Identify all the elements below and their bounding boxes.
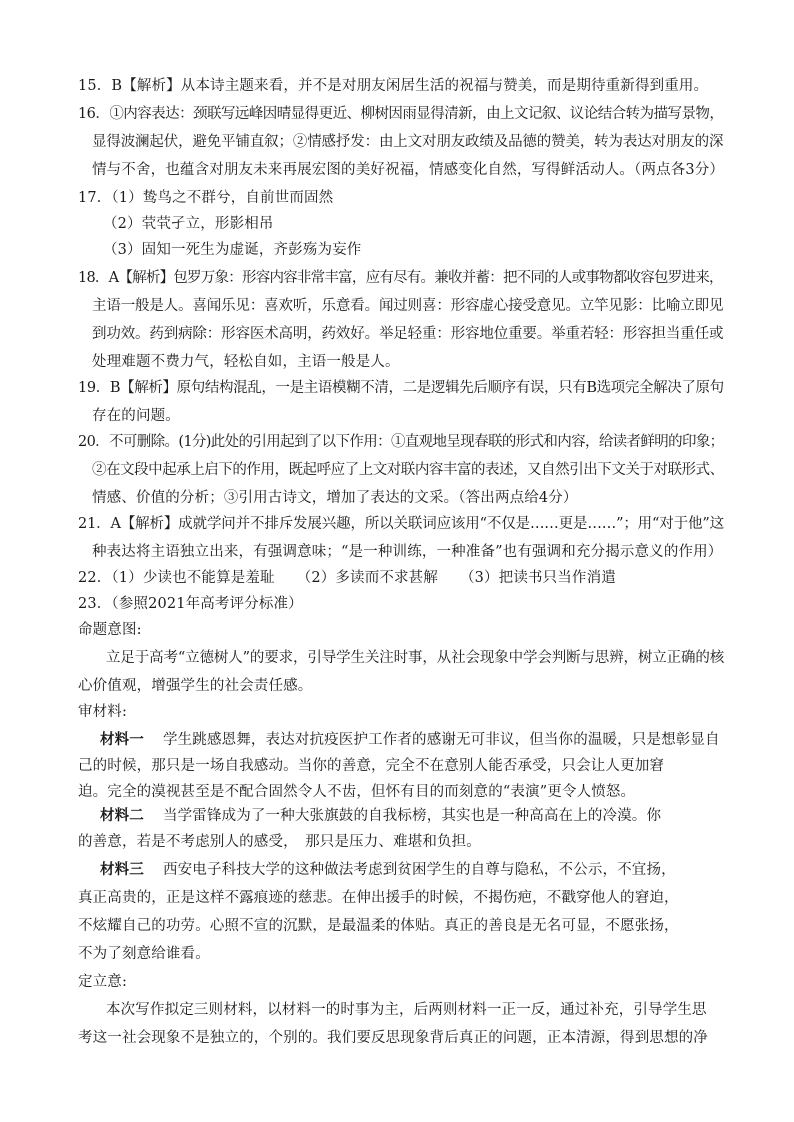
material-3-line-1: 西安电子科技大学的这种做法考虑到贫困学生的自尊与隐私，不公示，不宜扬，: [163, 862, 676, 878]
answer-17-line-3: （3）固知一死生为虚诞，齐彭殇为妄作: [103, 242, 362, 258]
material-2-label: 材料二: [100, 807, 144, 824]
material-1-line-3: 迫。完全的漠视甚至是不配合固然令人不齿，但怀有目的而刻意的“表演”更令人愤怒。: [78, 784, 636, 800]
intent-paragraph-line-1: 立足于高考“立德树人”的要求，引导学生关注时事，从社会现象中学会判断与思辨，树立正确的核: [106, 650, 725, 666]
material-3-line-2: 真正高贵的，正是这样不露痕迹的慈悲。在伸出援手的时候，不揭伤疤，不戳穿他人的窘迫，: [78, 890, 679, 906]
material-3-line-3: 不炫耀自己的功劳。心照不宣的沉默，是最温柔的体贴。真正的善良是无名可显，不愿张扬，: [78, 918, 679, 934]
material-2-line-2: 的善意，若是不考虑别人的感受， 那只是压力、难堪和负担。: [78, 834, 481, 850]
answer-17-line-1: 17．（1）鸷鸟之不群兮，自前世而固然: [78, 190, 334, 206]
answer-19-line-2: 存在的问题。: [92, 408, 180, 424]
answer-17-line-2: （2）茕茕孑立，形影相吊: [103, 216, 274, 232]
answer-20-line-3: 情感、价值的分析；③引用古诗文，增加了表达的文采。（答出两点给4分）: [92, 490, 578, 506]
answer-18-line-2: 主语一般是人。喜闻乐见：喜欢听，乐意看。闻过则喜：形容虚心接受意见。立竿见影：比喻立即见: [92, 298, 724, 314]
answer-20-line-2: ②在文段中起承上启下的作用，既起呼应了上文对联内容丰富的表述，又自然引出下文关于对联形式、: [92, 462, 724, 478]
section-heading-materials: 审材料:: [78, 704, 127, 720]
material-3-line-4: 不为了刻意给谁看。: [78, 946, 210, 962]
answer-18-line-1: 18．A【解析】包罗万象：形容内容非常丰富，应有尽有。兼收并蓄：把不同的人或事物都收容包罗进来，: [78, 270, 723, 286]
material-3-label: 材料三: [100, 861, 144, 878]
answer-16-line-1: 16．①内容表达：颈联写远峰因晴显得更近、柳树因雨显得清新，由上文记叙、议论结合转为描写景物，: [78, 106, 724, 122]
theme-paragraph-line-1: 本次写作拟定三则材料，以材料一的时事为主，后两则材料一正一反，通过补充，引导学生思: [106, 1002, 707, 1018]
answer-20-line-1: 20．不可删除。(1分)此处的引用起到了以下作用：①直观地呈现春联的形式和内容，给读者鲜明的印象；: [78, 434, 724, 450]
answer-16-line-2: 显得波澜起伏，避免平铺直叙；②情感抒发：由上文对朋友政绩及品德的赞美，转为表达对朋友的深: [92, 134, 724, 150]
answer-15-line-1: 15．B【解析】从本诗主题来看，并不是对朋友闲居生活的祝福与赞美，而是期待重新得到重用。: [78, 78, 709, 94]
answer-16-line-3: 情与不舍，也蕴含对朋友未来再展宏图的美好祝福，情感变化自然，写得鲜活动人。（两点各3分）: [92, 162, 725, 178]
answer-19-line-1: 19．B【解析】原句结构混乱，一是主语模糊不清，二是逻辑先后顺序有误，只有B选项完全解决了原句: [78, 380, 724, 396]
answer-21-line-2: 种表达将主语独立出来，有强调意味；“是一种训练，一种准备”也有强调和充分揭示意义的作用）: [92, 544, 723, 560]
section-heading-intent: 命题意图:: [78, 622, 142, 638]
material-1-line-1: 学生跳感恩舞，表达对抗疫医护工作者的感谢无可非议，但当你的温暖，只是想彰显自: [163, 732, 720, 748]
material-1-label: 材料一: [100, 731, 144, 748]
answer-18-line-3: 到功效。药到病除：形容医术高明，药效好。举足轻重：形容地位重要。举重若轻：形容担当重任或: [92, 326, 724, 342]
answer-21-line-1: 21．A【解析】成就学问并不排斥发展兴趣，所以关联词应该用“不仅是……更是……”；用“对于他”这: [78, 516, 724, 532]
material-1-line-2: 己的时候，那只是一场自我感动。当你的善意，完全不在意别人能否承受，只会让人更加窘: [78, 758, 664, 774]
section-heading-theme: 定立意:: [78, 974, 127, 990]
answer-18-line-4: 处理难题不费力气，轻松自如，主语一般是人。: [92, 354, 400, 370]
material-2-line-1: 当学雷锋成为了一种大张旗鼓的自我标榜，其实也是一种高高在上的冷漠。你: [163, 808, 662, 824]
answer-23-line-1: 23．（参照2021年高考评分标准）: [78, 596, 303, 612]
theme-paragraph-line-2: 考这一社会现象不是独立的，个别的。我们要反思现象背后真正的问题，正本清源，得到思想的净: [78, 1030, 708, 1046]
intent-paragraph-line-2: 心价值观，增强学生的社会责任感。: [78, 678, 313, 694]
answer-22-line-1: 22．（1）少读也不能算是羞耻 （2）多读而不求甚解 （3）把读书只当作消遣: [78, 570, 616, 586]
